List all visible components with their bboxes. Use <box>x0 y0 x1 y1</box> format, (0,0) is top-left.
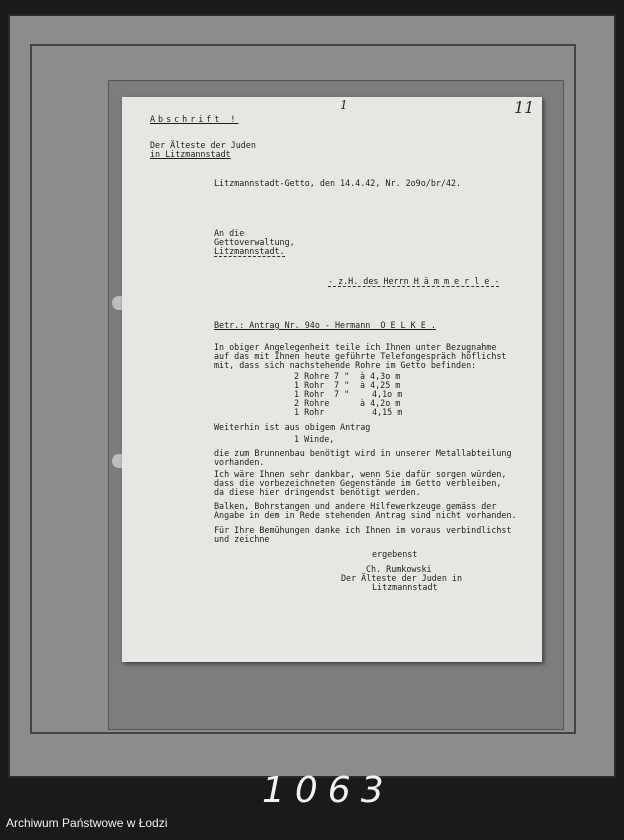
para5-line-2: Angabe in dem in Rede stehenden Antrag sind nicht vorhanden. <box>214 510 517 520</box>
para3-line-2: vorhanden. <box>214 457 265 467</box>
place-date-line: Litzmannstadt-Getto, den 14.4.42, Nr. 2o9o/br/42. <box>214 178 462 188</box>
heading: Abschrift ! <box>150 114 239 124</box>
para1-line-1: In obiger Angelegenheit teile ich Ihnen unter Bezugnahme <box>214 342 497 352</box>
para4-line-1: Ich wäre Ihnen sehr dankbar, wenn Sie dafür sorgen würden, <box>214 469 507 479</box>
para4-line-2: dass die vorbezeichneten Gegenstände im Getto verbleiben, <box>214 478 502 488</box>
closing: ergebenst <box>372 549 418 559</box>
para4-line-3: da diese hier dringendst benötigt werden. <box>214 487 421 497</box>
attention-line: - z.H. des Herrn H ä m m e r l e - <box>328 276 500 286</box>
list-item-length: à 4,25 m <box>360 380 401 390</box>
signer-title-2: Litzmannstadt <box>372 582 438 592</box>
addressee-line-2: Gettoverwaltung, <box>214 237 295 247</box>
para2-line: Weiterhin ist aus obigem Antrag <box>214 422 371 432</box>
corner-mark: 1 <box>340 98 348 112</box>
para5-line-1: Balken, Bohrstangen und andere Hilfewerkzeuge gemäss der <box>214 501 497 511</box>
page-number-handwritten: 11 <box>514 98 535 117</box>
list-item-size: 7 " <box>334 380 350 390</box>
signer-name: Ch. Rumkowski <box>366 564 432 574</box>
frame-number: 1063 <box>262 770 394 811</box>
list-item-size: 7 " <box>334 371 350 381</box>
list-item-size: 7 " <box>334 389 350 399</box>
para2-item: 1 Winde, <box>294 434 335 444</box>
list-item-qty: 1 Rohr <box>294 389 325 399</box>
list-item-length: 4,1o m <box>372 389 403 399</box>
document-page <box>122 97 542 662</box>
para1-line-3: mit, dass sich nachstehende Rohre im Getto befinden: <box>214 360 477 370</box>
archive-label: Archiwum Państwowe w Łodzi <box>6 816 168 830</box>
para1-line-2: auf das mit Ihnen heute geführte Telefongespräch höflichst <box>214 351 507 361</box>
subject-line: Betr.: Antrag Nr. 94o - Hermann O E L K E . <box>214 320 436 330</box>
addressee-line-3: Litzmannstadt. <box>214 246 285 256</box>
sender-line-1: Der Älteste der Juden <box>150 140 256 150</box>
list-item-qty: 2 Rohre <box>294 371 330 381</box>
para6-line-2: und zeichne <box>214 534 270 544</box>
list-item-length: à 4,3o m <box>360 371 401 381</box>
list-item-qty: 1 Rohr <box>294 407 325 417</box>
list-item-length: à 4,2o m <box>360 398 401 408</box>
list-item-qty: 2 Rohre <box>294 398 330 408</box>
list-item-qty: 1 Rohr <box>294 380 325 390</box>
sender-line-2: in Litzmannstadt <box>150 149 231 159</box>
para6-line-1: Für Ihre Bemühungen danke ich Ihnen im voraus verbindlichst <box>214 525 512 535</box>
signer-title-1: Der Älteste der Juden in <box>341 573 463 583</box>
list-item-length: 4,15 m <box>372 407 403 417</box>
addressee-line-1: An die <box>214 228 245 238</box>
para3-line-1: die zum Brunnenbau benötigt wird in unserer Metallabteilung <box>214 448 512 458</box>
